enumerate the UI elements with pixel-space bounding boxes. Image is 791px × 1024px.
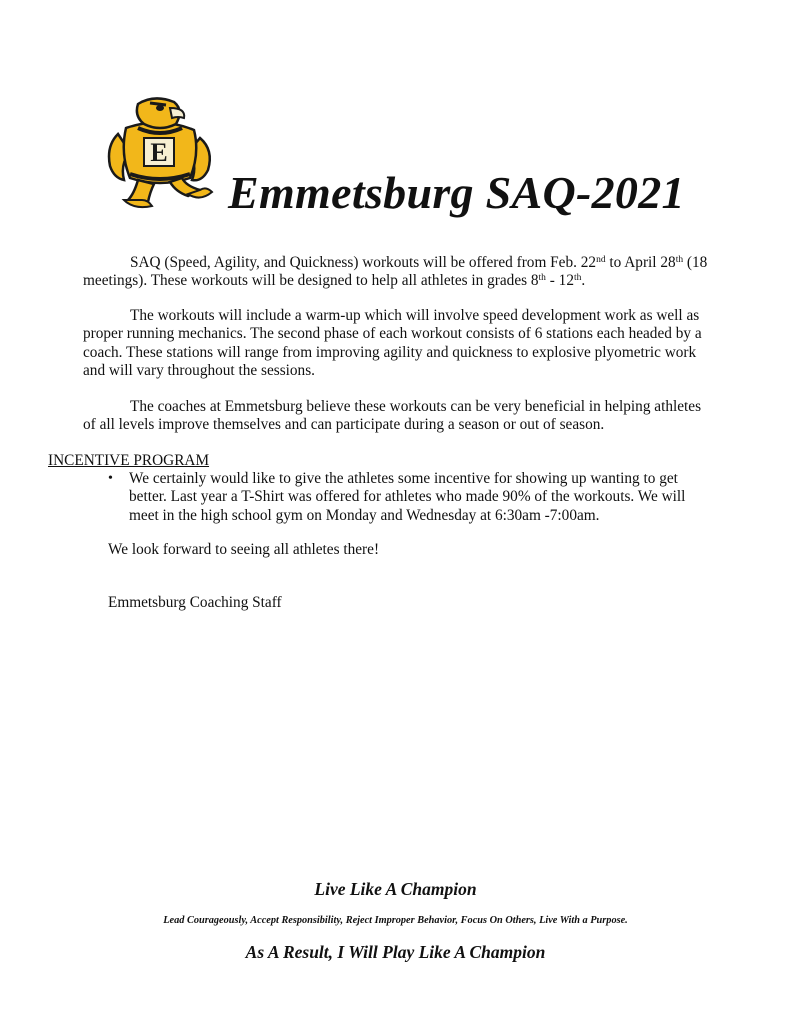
- closing-line: We look forward to seeing all athletes there!: [108, 541, 380, 558]
- incentive-list: [108, 470, 718, 525]
- bullet-icon: •: [108, 471, 113, 486]
- footer-motto: Live Like A Champion: [314, 879, 477, 899]
- p2-text: The workouts will include a warm-up which will involve speed development work as well as proper running mechanics. The second phase of each workout consists of 6 stations each headed by a coach. These stations will range from improving agility and quickness to explosive plyometric work and will vary throughout the sessions.: [83, 307, 702, 379]
- paragraph-workouts: [83, 307, 713, 380]
- footer-result: As A Result, I Will Play Like A Champion: [245, 942, 546, 962]
- footer-values: Lead Courageously, Accept Responsibility, Reject Improper Behavior, Focus On Others, Live With a Purpose.: [163, 915, 628, 926]
- p3-text: The coaches at Emmetsburg believe these workouts can be very beneficial in helping athletes of all levels improve themselves and can participate during a season or out of season.: [83, 398, 702, 434]
- p1-sup-d: th: [573, 273, 582, 284]
- p1-sup-a: nd: [596, 255, 606, 265]
- page-title: Emmetsburg SAQ-2021: [228, 167, 685, 218]
- p1-sup-c: th: [538, 273, 546, 284]
- p1-text-d: - 12: [545, 272, 574, 290]
- list-item: [108, 470, 718, 525]
- p1-text-a: SAQ (Speed, Agility, and Quickness) workouts will be offered from Feb. 22: [130, 254, 597, 271]
- p1-sup-b: th: [675, 255, 684, 265]
- paragraph-schedule: [83, 254, 713, 291]
- p1-text-e: .: [581, 272, 586, 290]
- eagle-mascot-icon: [104, 94, 216, 212]
- p1-text-b: to April 28: [605, 254, 676, 271]
- mascot-letter: E: [150, 138, 168, 167]
- incentive-heading: INCENTIVE PROGRAM: [48, 452, 210, 469]
- signature: Emmetsburg Coaching Staff: [108, 594, 282, 611]
- p1-text-c: (18 meetings). These workouts will be designed to help all athletes in grades 8: [83, 254, 708, 290]
- incentive-text: We certainly would like to give the athletes some incentive for showing up wanting to get better. Last year a T-Shirt was offered for athletes who made 90% of the workouts. We will meet in the high school gym on Monday and Wednesday at 6:30am -7:00am.: [129, 470, 686, 524]
- paragraph-coaches: [83, 398, 713, 435]
